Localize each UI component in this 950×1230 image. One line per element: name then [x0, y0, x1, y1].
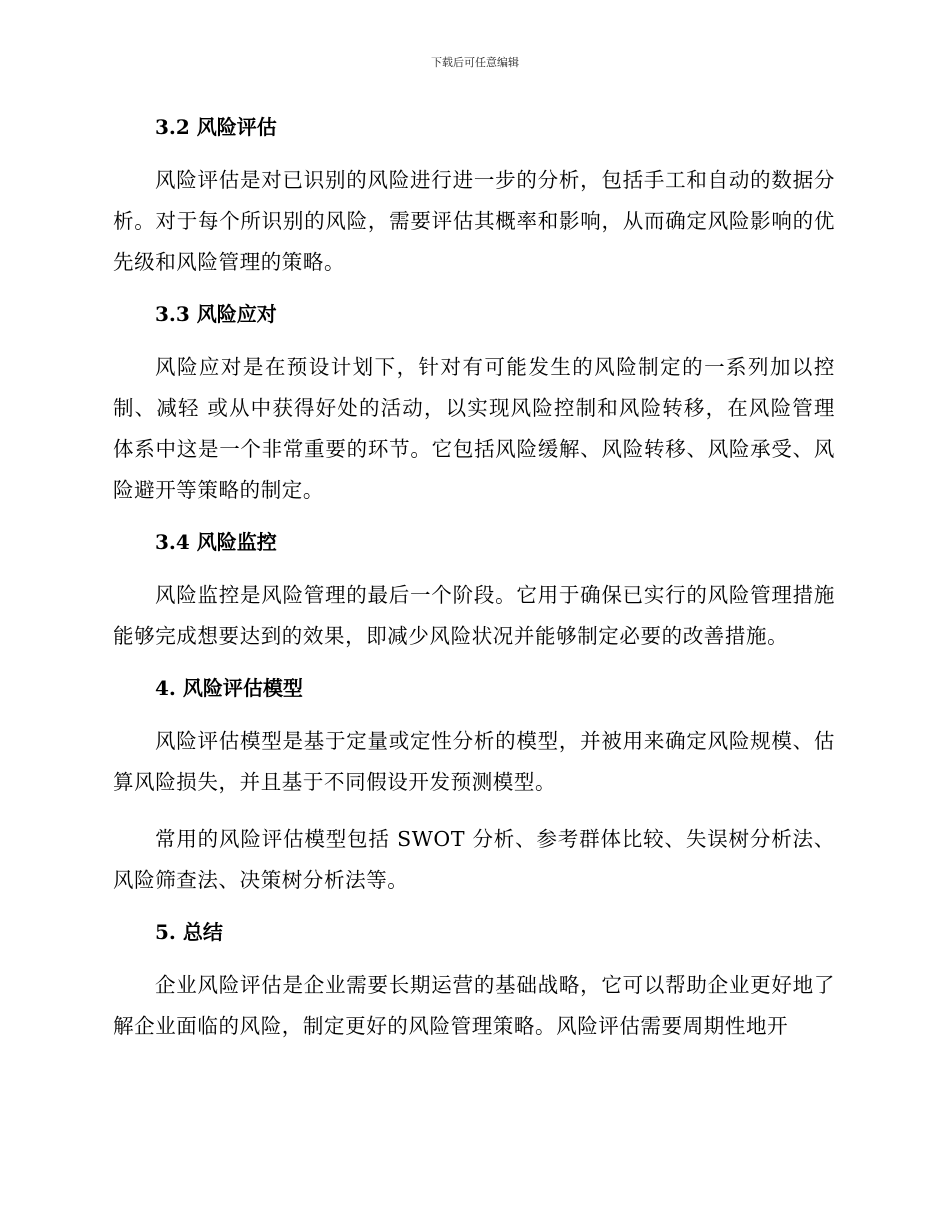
section-5-paragraph: 企业风险评估是企业需要长期运营的基础战略，它可以帮助企业更好地了解企业面临的风险，制定更好的风险管理策略。风险评估需要周期性地开	[113, 973, 835, 1038]
section-4-paragraph-2: 常用的风险评估模型包括 SWOT 分析、参考群体比较、失误树分析法、风险筛查法、决策树分析法等。	[113, 827, 835, 892]
section-3-3-heading: 3.3 风险应对	[155, 302, 277, 326]
section-3-4-paragraph: 风险监控是风险管理的最后一个阶段。它用于确保已实行的风险管理措施能够完成想要达到的效果，即减少风险状况并能够制定必要的改善措施。	[113, 583, 835, 648]
document-body	[113, 110, 835, 1047]
section-3-3-paragraph: 风险应对是在预设计划下，针对有可能发生的风险制定的一系列加以控制、减轻 或从中获得好处的活动，以实现风险控制和风险转移，在风险管理体系中这是一个非常重要的环节。它包括风险缓解、风险转移、风险承受、风险避开等策略的制定。	[113, 355, 835, 502]
section-4-heading: 4. 风险评估模型	[155, 676, 303, 700]
section-3-2-heading: 3.2 风险评估	[155, 115, 277, 139]
section-3-4-heading: 3.4 风险监控	[155, 530, 277, 554]
section-4-paragraph-1: 风险评估模型是基于定量或定性分析的模型，并被用来确定风险规模、估算风险损失，并且基于不同假设开发预测模型。	[113, 729, 835, 794]
section-5-heading: 5. 总结	[155, 920, 223, 944]
section-3-2-paragraph: 风险评估是对已识别的风险进行进一步的分析，包括手工和自动的数据分析。对于每个所识别的风险，需要评估其概率和影响，从而确定风险影响的优先级和风险管理的策略。	[113, 168, 835, 274]
page-header: 下载后可任意编辑	[431, 56, 519, 69]
